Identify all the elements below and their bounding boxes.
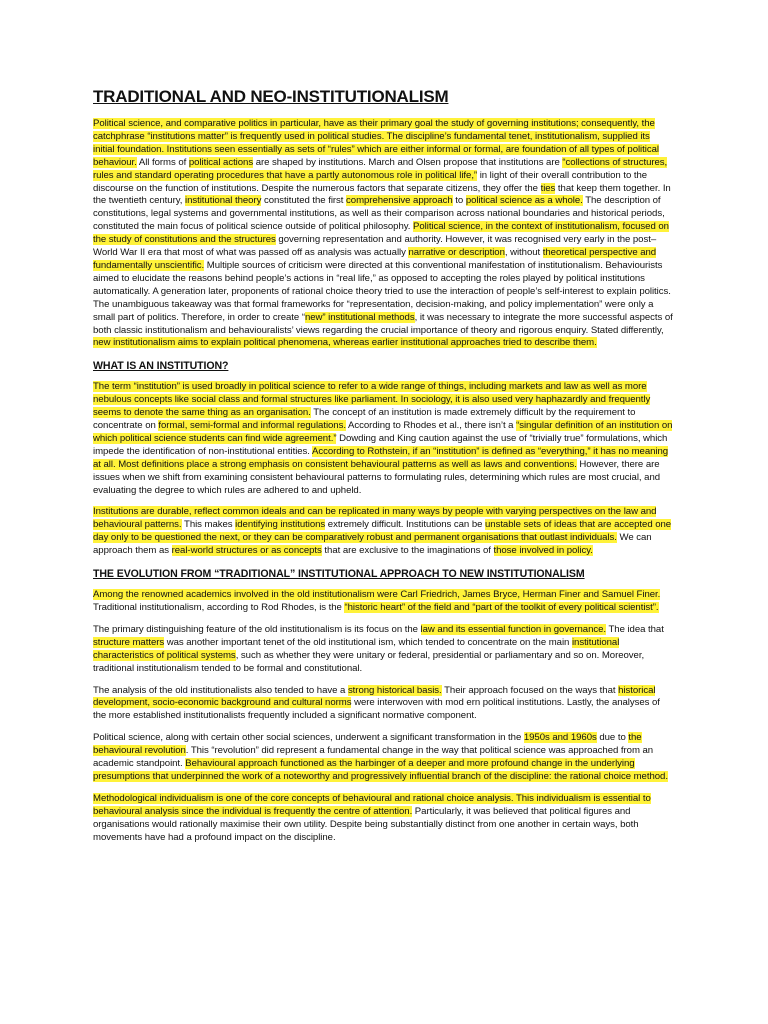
highlighted-text: “singular definition of an institution on which political science students can find wide agreement.” [93, 420, 673, 444]
body-text: Their approach focused on the ways that [441, 684, 619, 696]
body-text: . This “revolution” did represent a fundamental change in the way that political science was approached from an academic standpoint. [93, 745, 654, 770]
highlighted-text: those involved in policy. [493, 545, 593, 557]
historical-basis-paragraph [93, 685, 673, 724]
highlighted-text: ties [540, 182, 556, 194]
highlighted-text: historical development, socio-economic background and cultural norms [93, 684, 656, 709]
body-text: , such as whether they were unitary or federal, presidential or parliamentary and so on. Moreover, traditional institutionalism tended to be formal and constitutional. [93, 649, 645, 674]
body-text: were interwoven with mod ern political institutions. Lastly, the analyses of the more established institutionalists frequently included a significant normative component. [93, 697, 660, 722]
institution-definition-paragraph [93, 381, 673, 497]
highlighted-text: structure matters [93, 636, 165, 648]
body-text: that are exclusive to the imaginations of [321, 545, 494, 557]
body-text: The idea that [606, 623, 664, 635]
highlighted-text: institutional characteristics of political systems [93, 636, 620, 661]
heading-evolution: THE EVOLUTION FROM “TRADITIONAL” INSTITUTIONAL APPROACH TO NEW INSTITUTIONALISM [93, 568, 585, 581]
highlighted-text: political actions [188, 156, 254, 168]
highlighted-text: unstable sets of ideas that are accepted one day only to be questioned the next, or they can be comparatively robust and permanent organisations that outlast individuals. [93, 519, 672, 544]
body-text: are shaped by institutions. March and Olsen propose that institutions are [253, 156, 563, 168]
highlighted-text: 1950s and 1960s [523, 732, 597, 744]
highlighted-text: narrative or description [408, 247, 505, 259]
body-text: However, there are issues when we shift from examining consistent behavioural patterns to formulating rules, determining which rules are most crucial, and evaluating the degree to which rules are adhered to and upheld. [93, 458, 661, 496]
body-text: We can approach them as [93, 532, 652, 557]
distinguishing-feature-paragraph [93, 624, 673, 676]
highlighted-text: “collections of structures, rules and standard operating procedures that have a partly autonomous role in political life,” [93, 156, 668, 181]
highlighted-text: Institutions are durable, reflect common ideals and can be replicated in many ways by people with varying perspectives on the law and behavioural patterns. [93, 506, 657, 531]
highlighted-text: “historic heart” of the field and “part of the toolkit of every political scientist”. [344, 602, 659, 613]
transformation-paragraph [93, 732, 673, 784]
highlighted-text: institutional theory [185, 195, 262, 207]
body-text: , without [504, 247, 543, 259]
highlighted-text: Political science, and comparative politics in particular, have as their primary goal the study of governing institutions; consequently, the catchphrase “institutions matter” is frequently used in political studies. The discipline’s fundamental tenet, institutionalism, supplied its initial foundation. Institutions seen essentially as sets of “rules” which are either informal or formal, are foundation of all types of political behaviour. [93, 118, 659, 168]
highlighted-text: identifying institutions [235, 519, 326, 531]
highlighted-text: Methodological individualism is one of the core concepts of behavioural and rational choice analysis. This individualism is essential to behavioural analysis since the individual is frequently the [93, 792, 651, 817]
document-body [93, 86, 673, 854]
highlighted-text: formal, semi-formal and informal regulations. [158, 420, 346, 432]
body-text: that keep them together. In the twentieth century, [93, 182, 671, 207]
institutions-durable-paragraph [93, 506, 673, 558]
highlighted-text: new institutionalism aims to explain political phenomena, whereas earlier institutional approaches tried to describe them. [93, 337, 597, 349]
body-text: governing representation and authority. However, it was recognised very early in the post–World War II era that most of what was passed off as analysis was actually [93, 234, 657, 259]
body-text: Multiple sources of criticism were directed at this conventional manifestation of institutionalism. Behaviourists aimed to elucidate the reasons behind people’s actions in “real life,” as opposed to accepting the roles played by political institutions automatically. A generation later, proponents of rational choice theory tried to use the interaction of people’s self-interest to explain politics. The unambiguous takeaway was that formal frameworks for “representation, decision-making, and policy implementation” were only a small part of politics. Therefore, in order to create “ [93, 259, 671, 323]
highlighted-text: theoretical perspective and fundamentally unscientific. [93, 247, 657, 271]
body-text: The description of constitutions, legal systems and governmental institutions, as well as their comparison across national boundaries and historical periods, constituted the main focus of political science outside of political philosophy. [93, 195, 665, 233]
body-text: to [452, 195, 466, 207]
body-text: Political science, along with certain other social sciences, underwent a significant transformation in the [93, 732, 524, 744]
body-text: , it was necessary to integrate the more successful aspects of both classic institutionalism and behaviouralists’ views regarding the crucial importance of theory and rigorous enquiry. Stated differently, [93, 311, 673, 336]
highlighted-text: strong historical basis. [347, 684, 442, 696]
methodological-individualism-paragraph [93, 793, 673, 845]
body-text: extremely difficult. Institutions can be [325, 519, 485, 531]
intro-paragraph [93, 118, 673, 350]
body-text: According to Rhodes et al., there isn’t a [345, 420, 517, 432]
highlighted-text: According to Rothstein, if an “institution” is defined as “everything,” it has no meaning at all. Most definitions place a strong emphasis on consistent behavioural patterns as well as laws and conventions. [93, 445, 669, 470]
highlighted-text: political science as a whole. [465, 195, 583, 207]
body-text: The primary distinguishing feature of the old institutionalism is its focus on the [93, 623, 421, 635]
body-text: Particularly, it was believed that political figures and organisations would rationally maximise their own utility. Despite being substantially distinct from one another in certain ways, both movements have had a profound impact on the discipline. [93, 805, 639, 843]
highlighted-text: Political science, in the context of institutionalism, focused on the study of constitutions and the structures [93, 221, 669, 246]
body-text: Traditional institutionalism, according to Rod Rhodes, is the [93, 602, 345, 613]
highlighted-text: comprehensive approach [346, 195, 453, 207]
highlighted-text: law and its essential function in governance. [420, 623, 607, 635]
highlighted-text: the behavioural revolution [93, 732, 642, 757]
renowned-academics-paragraph [93, 589, 673, 615]
highlighted-text: The term “institution” is used broadly in political science to refer to a wide range of things, including markets and law as well as more nebulous concepts like social class and formal structures like parliament. In sociology, it is also used very haphazardly and frequently seems to denote the same thing as an organisation. [93, 381, 651, 419]
highlighted-text: Behavioural approach functioned as the harbinger of a deeper and more profound change in the underlying presumptions that underpinned the work of a noteworthy and progressively influential branch of the discipline: the rational choice method. [93, 758, 668, 782]
body-text: due to [596, 732, 629, 744]
body-text: constituted the first [261, 195, 347, 207]
body-text: The analysis of the old institutionalists also tended to have a [93, 684, 348, 696]
body-text: in light of their overall contribution to the discourse on the function of institutions. Despite the numerous factors that separate citizens, they offer the [93, 169, 648, 194]
document-title: TRADITIONAL AND NEO-INSTITUTIONALISM [93, 87, 449, 106]
highlighted-text: new” institutional methods [304, 311, 415, 323]
body-text: Dowding and King caution against the use of “trivially true” formulations, which impede the identification of non-institutional entities. [93, 432, 668, 457]
heading-what-is-an-institution: WHAT IS AN INSTITUTION? [93, 360, 229, 373]
highlighted-text: Among the renowned academics involved in the old institutionalism were Carl Friedrich, James Bryce, Herman Finer and Samuel Finer. [93, 589, 661, 601]
highlighted-text: real-world structures or as concepts [171, 545, 322, 557]
body-text: This makes [181, 519, 236, 531]
body-text: was another important tenet of the old institutional ism, which tended to concentrate on the main [164, 636, 572, 648]
highlighted-text: centre of attention. [333, 805, 413, 817]
body-text: All forms of [136, 156, 189, 168]
body-text: The concept of an institution is made extremely difficult by the requirement to concentrate on [93, 407, 636, 432]
